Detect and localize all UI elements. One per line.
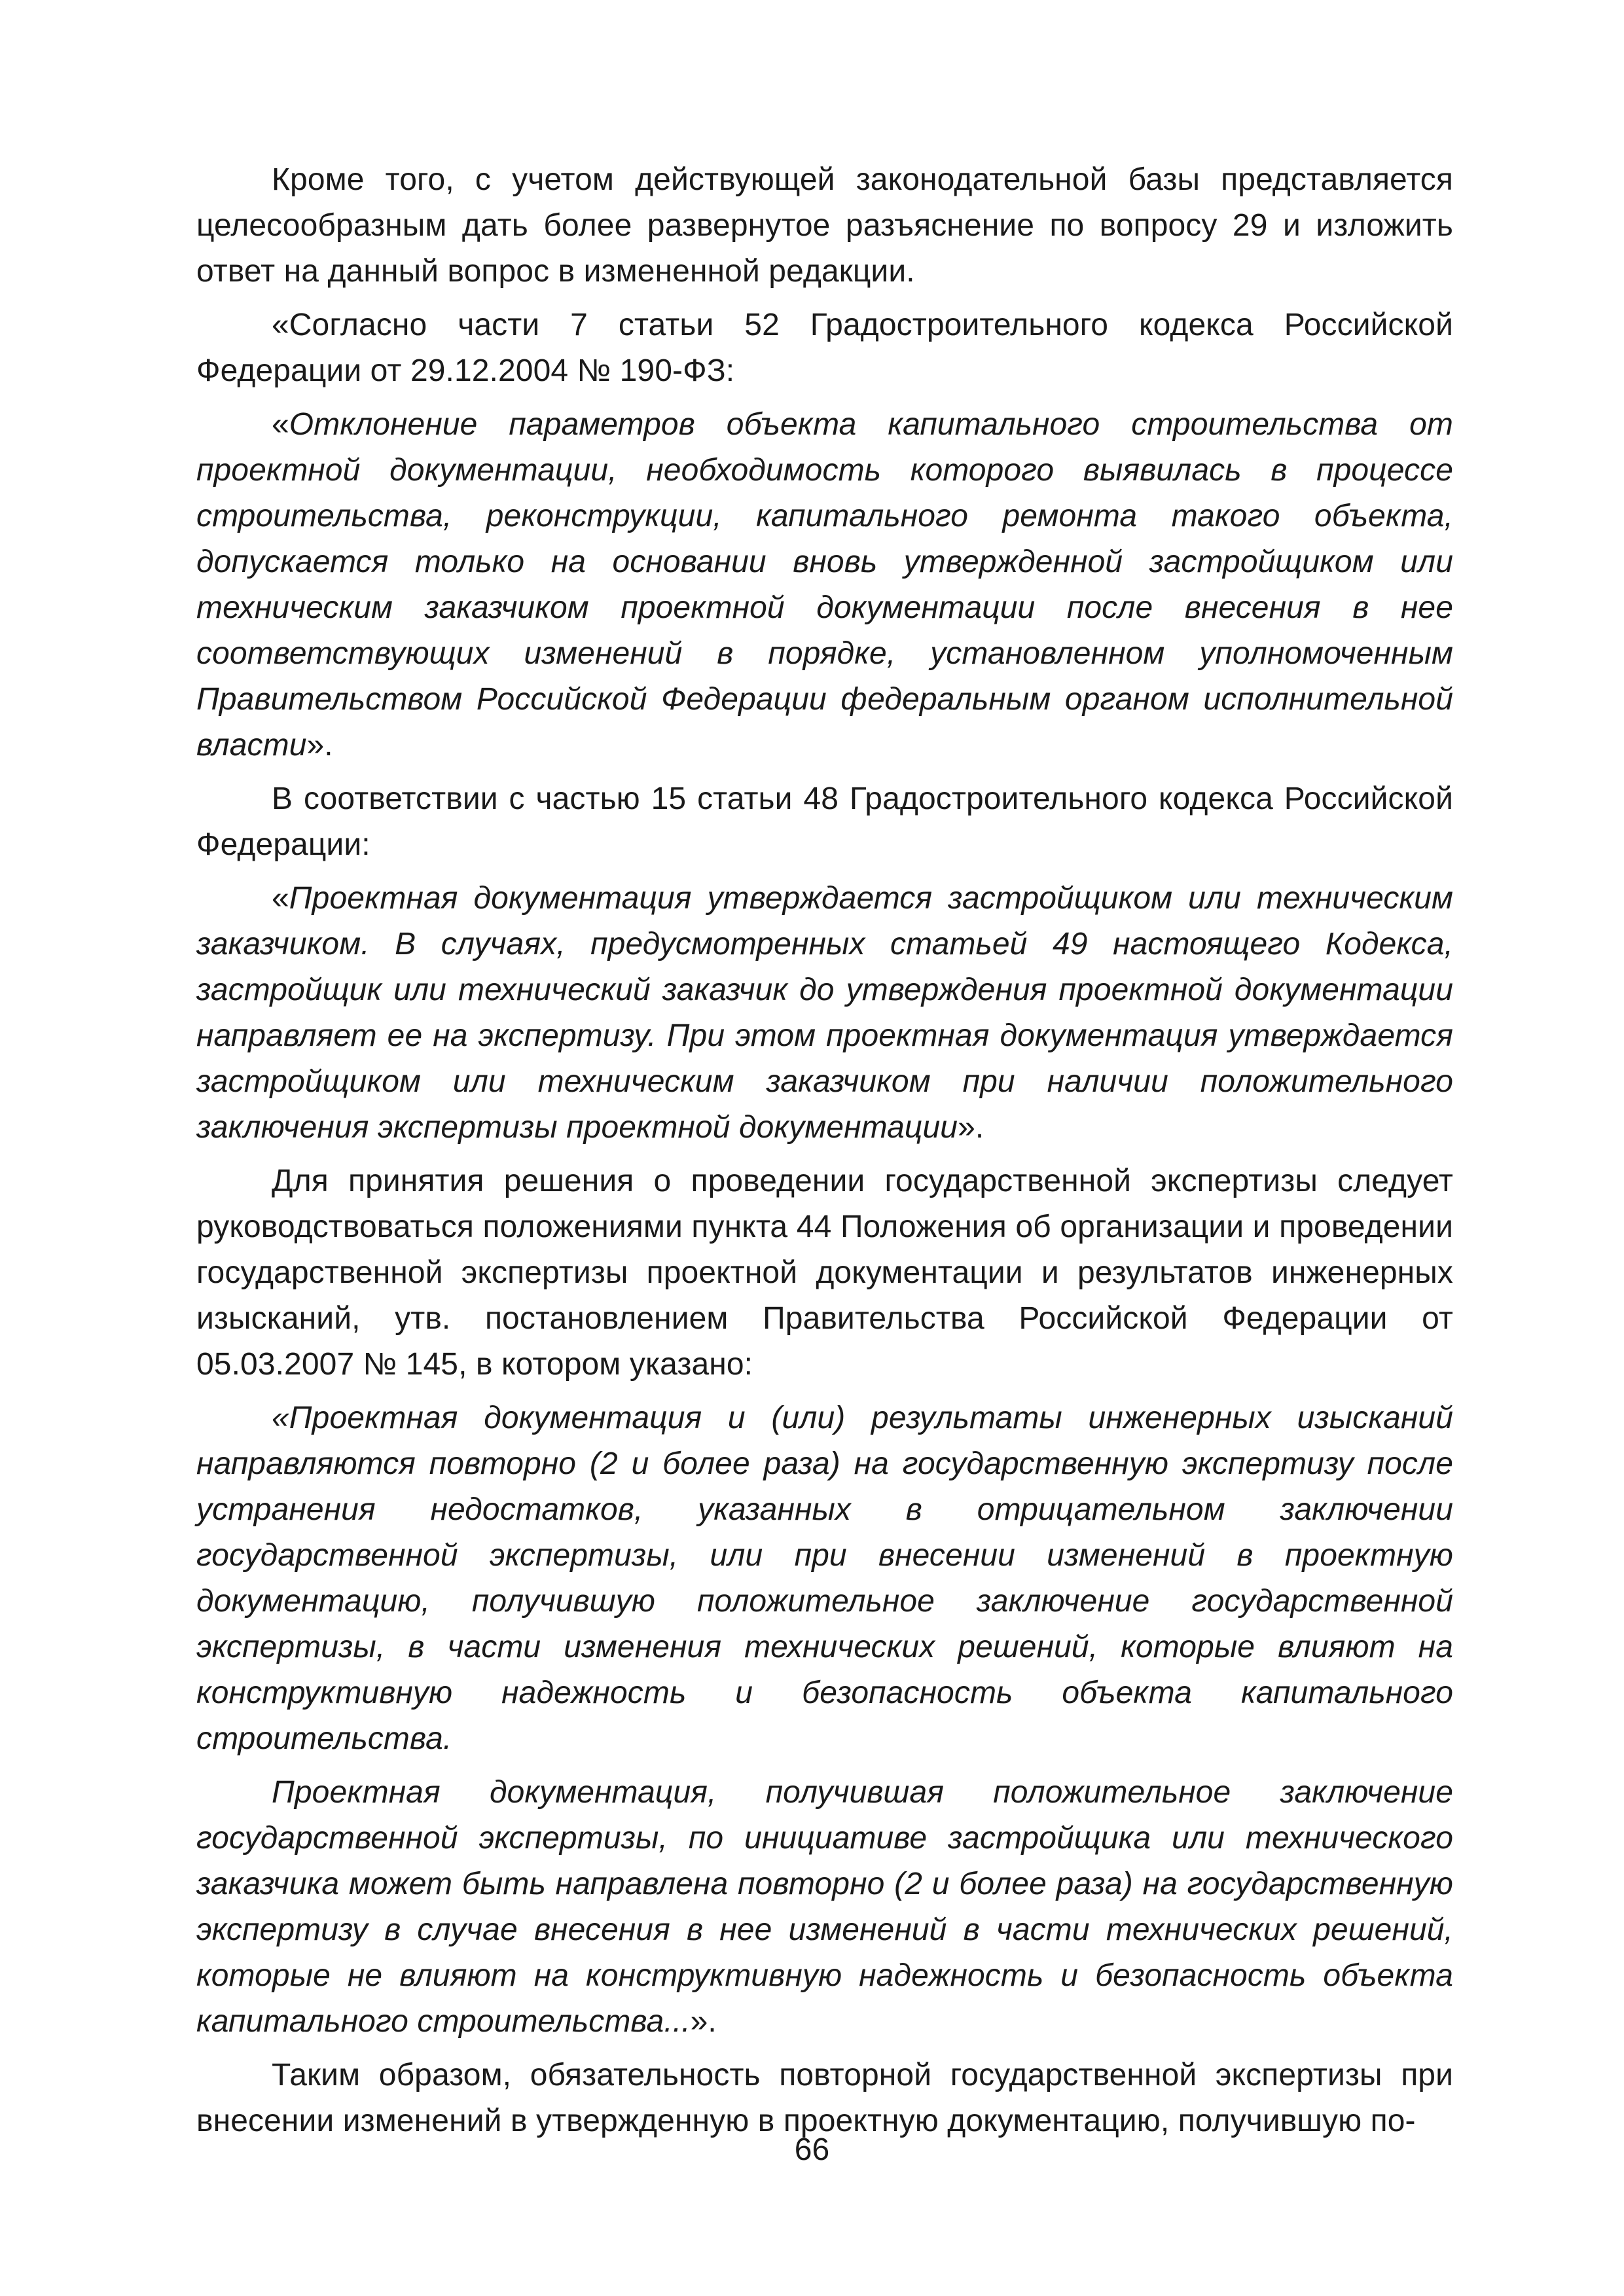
paragraph-5: Таким образом, обязательность повторной государственной экспертизы при внесении изменений в утвержденную в проектную документацию, получившую по- [196,2058,1453,2138]
quote-paragraph-4 [196,1770,1453,2045]
paragraph-4: Для принятия решения о проведении государственной экспертизы следует руководствоваться положениями пункта 44 Положения об организации и проведении государственной экспертизы проектной документации и результатов инженерных изысканий, утв. постановлением Правительства Российской Федерации от 05.03.2007 № 145, в котором указано: [196,1164,1453,1382]
paragraph-3: В соответствии с частью 15 статьи 48 Градостроительного кодекса Российской Федерации: [196,781,1453,862]
document-page [196,157,1453,2152]
quote-close-mark: ». [690,2004,717,2039]
quote-text: «Проектная документация и (или) результаты инженерных изысканий направляются повторно (2 и более раза) на государственную экспертизу после устранения недостатков, указанных в отрицательном заключении государственной экспертизы, или при внесении изменений в проектную документацию, получившую положительное заключение государственной экспертизы, в части изменения технических решений, которые влияют на конструктивную надежность и безопасность объекта капитального строительства. [196,1401,1453,1756]
quote-open-mark: « [272,881,289,916]
quote-open-mark: « [272,407,289,442]
quote-text: Проектная документация, получившая положительное заключение государственной экспертизы, по инициативе застройщика или технического заказчика может быть направлена повторно (2 и более раза) на государственную экспертизу в случае внесения в нее изменений в части технических решений, которые не влияют на конструктивную надежность и безопасность объекта капитального строительства... [196,1775,1453,2039]
quote-paragraph-3 [196,1395,1453,1762]
page-number: 66 [794,2132,830,2167]
paragraph-1: Кроме того, с учетом действующей законодательной базы представляется целесообразным дать более развернутое разъяснение по вопросу 29 и изложить ответ на данный вопрос в измененной редакции. [196,162,1453,289]
quote-close-mark: ». [306,728,333,762]
quote-paragraph-2 [196,876,1453,1151]
quote-paragraph-1 [196,402,1453,768]
quote-text: Отклонение параметров объекта капитального строительства от проектной документации, необходимость которого выявилась в процессе строительства, реконструкции, капитального ремонта такого объекта, допускается только на основании вновь утвержденной застройщиком или техническим заказчиком проектной документации после внесения в нее соответствующих изменений в порядке, установленном уполномоченным Правительством Российской Федерации федеральным органом исполнительной власти [196,407,1453,762]
paragraph-2: «Согласно части 7 статьи 52 Градостроительного кодекса Российской Федерации от 29.12.2004 № 190-ФЗ: [196,308,1453,388]
quote-text: Проектная документация утверждается застройщиком или техническим заказчиком. В случаях, предусмотренных статьей 49 настоящего Кодекса, застройщик или технический заказчик до утверждения проектной документации направляет ее на экспертизу. При этом проектная документация утверждается застройщиком или техническим заказчиком при наличии положительного заключения экспертизы проектной документации [196,881,1453,1145]
quote-close-mark: ». [958,1110,984,1145]
